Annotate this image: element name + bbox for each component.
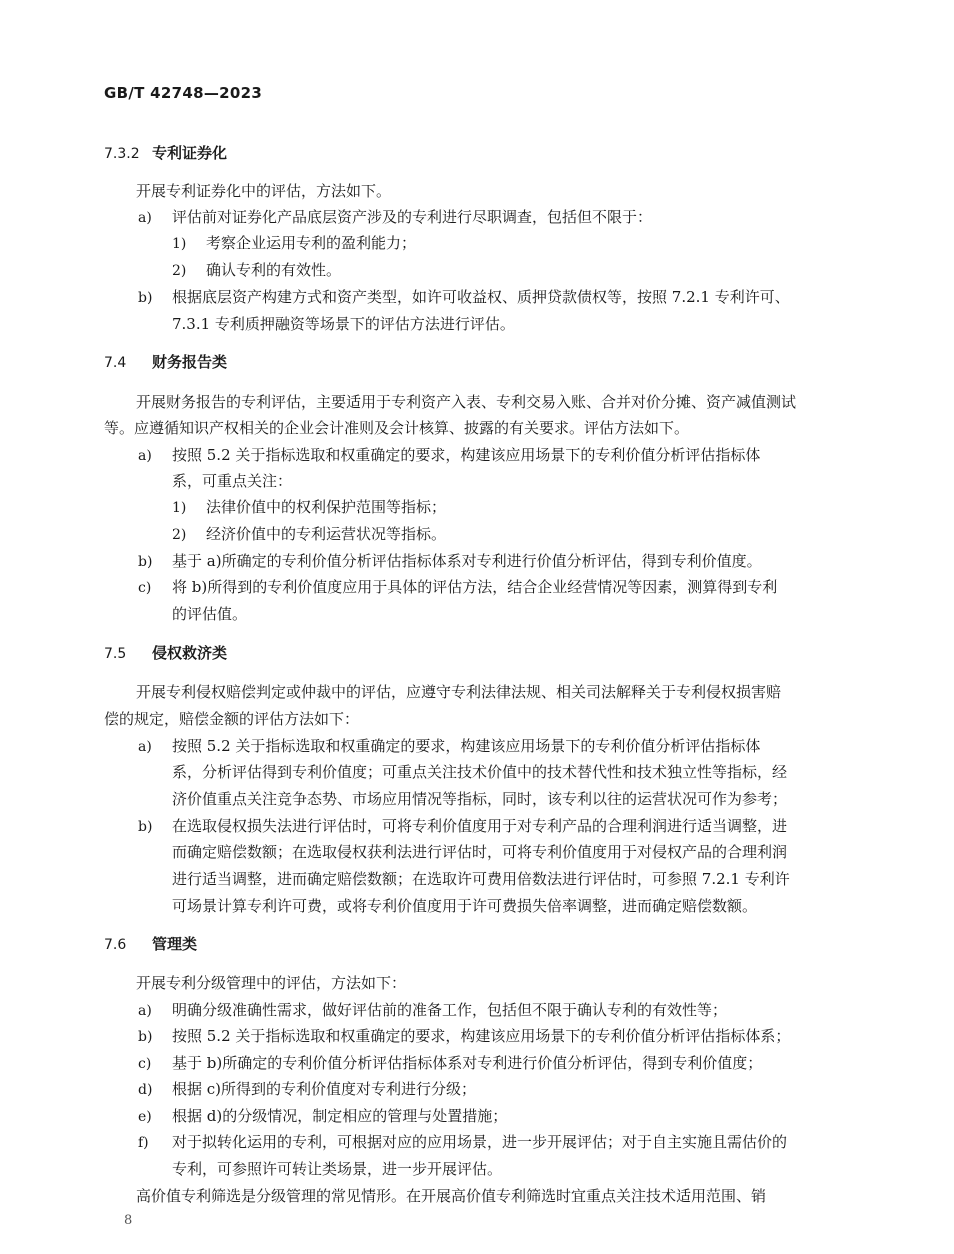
list-text: 经济价值中的专利运营状况等指标。: [206, 525, 447, 543]
section-title: 侵权救济类: [152, 644, 228, 662]
list-marker: a): [138, 739, 152, 755]
list-continuation: 的评估值。: [172, 605, 248, 623]
list-item: [138, 1000, 727, 1021]
list-continuation: 7.3.1 专利质押融资等场景下的评估方法进行评估。: [172, 315, 515, 333]
list-marker: f): [138, 1135, 149, 1151]
sub-list-item: [172, 524, 446, 545]
list-marker: a): [138, 210, 152, 226]
list-marker: b): [138, 290, 153, 306]
list-item: [138, 1079, 476, 1100]
section-number: 7.6: [104, 937, 127, 953]
list-continuation: 系，可重点关注：: [172, 472, 293, 490]
list-text: 基于 a)所确定的专利价值分析评估指标体系对专利进行价值分析评估，得到专利价值度。: [172, 552, 762, 570]
list-continuation: 而确定赔偿数额；在选取侵权获利法进行评估时，可将专利价值度用于对侵权产品的合理利润: [172, 843, 788, 861]
list-item: [138, 207, 652, 228]
list-text: 在选取侵权损失法进行评估时，可将专利价值度用于对专利产品的合理利润进行适当调整，进: [172, 817, 788, 835]
list-marker: b): [138, 819, 153, 835]
list-text: 评估前对证券化产品底层资产涉及的专利进行尽职调查，包括但不限于：: [172, 208, 653, 226]
section-title: 管理类: [152, 935, 198, 953]
list-text: 根据底层资产构建方式和资产类型，如许可收益权、质押贷款债权等，按照 7.2.1 专利许可、: [172, 288, 790, 306]
list-text: 对于拟转化运用的专利，可根据对应的应用场景，进一步开展评估；对于自主实施且需估价的: [172, 1133, 788, 1151]
list-item: [138, 1132, 787, 1153]
list-marker: a): [138, 448, 152, 464]
paragraph-continuation: 等。应遵循知识产权相关的企业会计准则及会计核算、披露的有关要求。评估方法如下。: [104, 419, 690, 437]
list-item: [138, 1026, 790, 1047]
section-number: 7.3.2: [104, 146, 140, 162]
list-text: 确认专利的有效性。: [206, 261, 342, 279]
list-continuation: 济价值重点关注竞争态势、市场应用情况等指标，同时，该专利以往的运营状况可作为参考；: [172, 790, 788, 808]
section-number: 7.4: [104, 355, 127, 371]
list-marker: b): [138, 554, 153, 570]
list-marker: 2): [172, 263, 187, 279]
section-title: 财务报告类: [152, 353, 228, 371]
sub-list-item: [172, 260, 341, 281]
list-continuation: 可场景计算专利许可费，或将专利价值度用于许可费损失倍率调整，进而确定赔偿数额。: [172, 897, 758, 915]
list-text: 法律价值中的权利保护范围等指标；: [206, 498, 447, 516]
list-text: 明确分级准确性需求，做好评估前的准备工作，包括但不限于确认专利的有效性等；: [172, 1001, 728, 1019]
list-text: 按照 5.2 关于指标选取和权重确定的要求，构建该应用场景下的专利价值分析评估指标体: [172, 737, 761, 755]
sub-list-item: [172, 233, 416, 254]
list-item: [138, 551, 762, 572]
list-marker: 1): [172, 236, 187, 252]
list-continuation: 专利，可参照许可转让类场景，进一步开展评估。: [172, 1160, 503, 1178]
list-marker: b): [138, 1029, 153, 1045]
section-heading-7-5: [104, 643, 227, 664]
list-text: 根据 d)的分级情况，制定相应的管理与处置措施；: [172, 1107, 508, 1125]
paragraph: 高价值专利筛选是分级管理的常见情形。在开展高价值专利筛选时宜重点关注技术适用范围、销: [136, 1187, 767, 1205]
list-text: 基于 b)所确定的专利价值分析评估指标体系对专利进行价值分析评估，得到专利价值度；: [172, 1054, 763, 1072]
list-marker: d): [138, 1082, 153, 1098]
list-item: [138, 577, 777, 598]
list-marker: c): [138, 1056, 152, 1072]
list-item: [138, 1053, 762, 1074]
list-marker: c): [138, 580, 152, 596]
paragraph: 开展专利分级管理中的评估，方法如下：: [136, 974, 407, 992]
list-text: 考察企业运用专利的盈利能力；: [206, 234, 417, 252]
paragraph: 开展财务报告的专利评估，主要适用于专利资产入表、专利交易入账、合并对价分摊、资产减值测试: [136, 393, 797, 411]
list-item: [138, 736, 760, 757]
list-text: 按照 5.2 关于指标选取和权重确定的要求，构建该应用场景下的专利价值分析评估指标体: [172, 446, 761, 464]
sub-list-item: [172, 497, 446, 518]
list-text: 根据 c)所得到的专利价值度对专利进行分级；: [172, 1080, 477, 1098]
list-item: [138, 1106, 507, 1127]
paragraph-continuation: 偿的规定，赔偿金额的评估方法如下：: [104, 710, 360, 728]
list-marker: 1): [172, 500, 187, 516]
list-continuation: 进行适当调整，进而确定赔偿数额；在选取许可费用倍数法进行评估时，可参照 7.2.1 专利许: [172, 870, 790, 888]
list-marker: e): [138, 1109, 152, 1125]
paragraph: 开展专利证券化中的评估，方法如下。: [136, 182, 392, 200]
list-item: [138, 816, 787, 837]
section-heading-7-6: [104, 934, 197, 955]
list-item: [138, 445, 760, 466]
section-number: 7.5: [104, 646, 127, 662]
section-title: 专利证券化: [152, 144, 228, 162]
list-continuation: 系，分析评估得到专利价值度；可重点关注技术价值中的技术替代性和技术独立性等指标，经: [172, 763, 788, 781]
list-marker: 2): [172, 527, 187, 543]
page-number: 8: [124, 1213, 133, 1228]
paragraph: 开展专利侵权赔偿判定或仲裁中的评估，应遵守专利法律法规、相关司法解释关于专利侵权损害赔: [136, 683, 782, 701]
list-text: 按照 5.2 关于指标选取和权重确定的要求，构建该应用场景下的专利价值分析评估指标体系；: [172, 1027, 791, 1045]
section-heading-7-4: [104, 352, 227, 373]
section-heading-7-3-2: [104, 143, 227, 164]
list-marker: a): [138, 1003, 152, 1019]
standard-number: GB/T 42748—2023: [104, 84, 263, 102]
list-item: [138, 287, 790, 308]
list-text: 将 b)所得到的专利价值度应用于具体的评估方法，结合企业经营情况等因素，测算得到专利: [172, 578, 778, 596]
